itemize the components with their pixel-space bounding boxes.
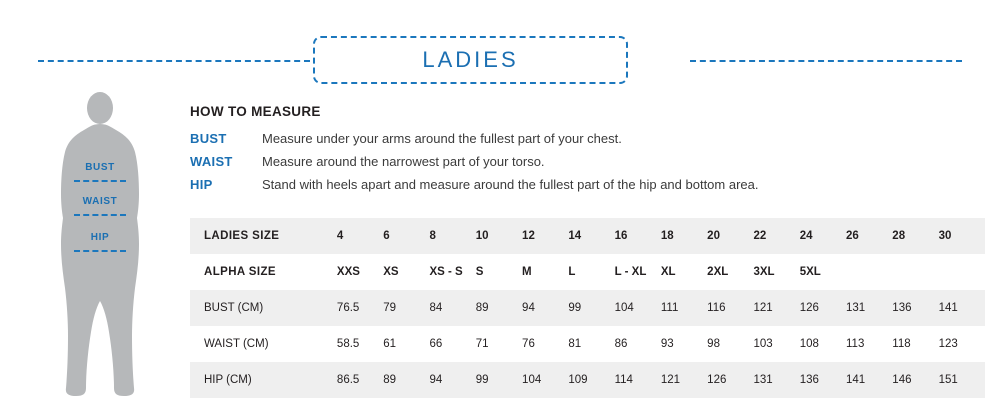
page-title: LADIES: [422, 47, 519, 72]
cell: 89: [475, 302, 489, 314]
cell: 108: [799, 338, 819, 350]
cell: 22: [753, 230, 767, 242]
how-to-measure-term-bust: BUST: [190, 131, 227, 146]
cell: 58.5: [336, 338, 360, 350]
cell: 131: [846, 302, 866, 314]
row-label-bust: BUST (CM): [204, 302, 264, 314]
cell: 18: [660, 230, 674, 242]
how-to-measure-section: [190, 104, 980, 200]
cell: 81: [568, 338, 582, 350]
cell: 126: [707, 374, 727, 386]
cell: 123: [938, 338, 958, 350]
cell: 84: [429, 302, 443, 314]
cell: 12: [522, 230, 535, 242]
cell: 76.5: [336, 302, 360, 314]
cell: 104: [522, 374, 542, 386]
cell: [939, 254, 985, 290]
cell: 99: [475, 374, 489, 386]
how-to-measure-desc-bust: Measure under your arms around the fullest part of your chest.: [262, 131, 622, 146]
cell: 113: [846, 338, 865, 350]
cell: 30: [938, 230, 952, 242]
cell: 131: [753, 374, 773, 386]
figure-dash-waist: [74, 214, 126, 216]
table-row: [190, 218, 985, 254]
cell: 111: [660, 302, 679, 314]
how-to-measure-title: HOW TO MEASURE: [190, 104, 321, 119]
cell: 89: [383, 374, 396, 386]
page-header-banner: [0, 36, 1000, 86]
cell: XL: [660, 266, 676, 278]
how-to-measure-term-waist: WAIST: [190, 154, 233, 169]
how-to-measure-row-bust: [190, 131, 980, 146]
cell: 66: [429, 338, 443, 350]
table-row: [190, 254, 985, 290]
cell: 5XL: [799, 266, 821, 278]
how-to-measure-row-waist: [190, 154, 980, 169]
cell: 76: [522, 338, 535, 350]
cell: 20: [707, 230, 720, 242]
cell: 146: [892, 374, 912, 386]
table-row: [190, 362, 985, 398]
cell: 94: [522, 302, 535, 314]
cell: 104: [614, 302, 634, 314]
how-to-measure-row-hip: [190, 177, 980, 192]
figure-label-waist: WAIST: [82, 196, 118, 207]
cell: 86.5: [336, 374, 360, 386]
cell: 8: [429, 230, 436, 242]
cell: 14: [568, 230, 582, 242]
cell: [846, 254, 892, 290]
cell: 6: [383, 230, 390, 242]
cell: 109: [568, 374, 588, 386]
cell: 61: [383, 338, 396, 350]
cell: 114: [614, 374, 633, 386]
cell: 24: [799, 230, 813, 242]
row-label-hip: HIP (CM): [204, 374, 252, 386]
cell: L - XL: [614, 266, 647, 278]
banner-title-pill: [313, 36, 628, 84]
cell: 28: [892, 230, 906, 242]
cell: 141: [846, 374, 866, 386]
figure-label-hip: HIP: [90, 232, 110, 243]
banner-dashed-line-left: [38, 60, 310, 62]
cell: 16: [614, 230, 628, 242]
cell: [892, 254, 938, 290]
cell: 121: [660, 374, 681, 386]
cell: 151: [938, 374, 958, 386]
row-label-ladies-size: LADIES SIZE: [204, 230, 280, 242]
cell: 10: [475, 230, 489, 242]
cell: 79: [383, 302, 396, 314]
row-label-alpha-size: ALPHA SIZE: [204, 266, 276, 278]
cell: L: [568, 266, 576, 278]
cell: XXS: [336, 266, 360, 278]
female-silhouette-icon: [30, 90, 170, 400]
row-label-waist: WAIST (CM): [204, 338, 269, 350]
cell: S: [475, 266, 484, 278]
cell: 116: [707, 302, 726, 314]
figure-label-bust: BUST: [85, 162, 115, 173]
cell: 136: [892, 302, 912, 314]
cell: 126: [799, 302, 819, 314]
cell: 4: [336, 230, 344, 242]
how-to-measure-term-hip: HIP: [190, 177, 213, 192]
body-measurement-figure: [30, 90, 170, 400]
table-row: [190, 290, 985, 326]
cell: 98: [707, 338, 720, 350]
cell: M: [522, 266, 532, 278]
cell: 94: [429, 374, 443, 386]
cell: 121: [753, 302, 773, 314]
cell: 99: [568, 302, 582, 314]
cell: 136: [799, 374, 819, 386]
cell: 71: [475, 338, 489, 350]
banner-dashed-line-right: [690, 60, 962, 62]
how-to-measure-desc-waist: Measure around the narrowest part of your torso.: [262, 154, 545, 169]
cell: 141: [938, 302, 958, 314]
cell: 86: [614, 338, 628, 350]
cell: 26: [846, 230, 859, 242]
size-chart-table: [190, 218, 985, 398]
cell: 103: [753, 338, 773, 350]
cell: 2XL: [707, 266, 729, 278]
cell: 118: [892, 338, 911, 350]
figure-dash-bust: [74, 180, 126, 182]
cell: XS - S: [429, 266, 463, 278]
table-row: [190, 326, 985, 362]
figure-dash-hip: [74, 250, 126, 252]
how-to-measure-desc-hip: Stand with heels apart and measure around the fullest part of the hip and bottom area.: [262, 177, 759, 192]
cell: 93: [660, 338, 674, 350]
cell: XS: [383, 266, 399, 278]
cell: 3XL: [753, 266, 775, 278]
